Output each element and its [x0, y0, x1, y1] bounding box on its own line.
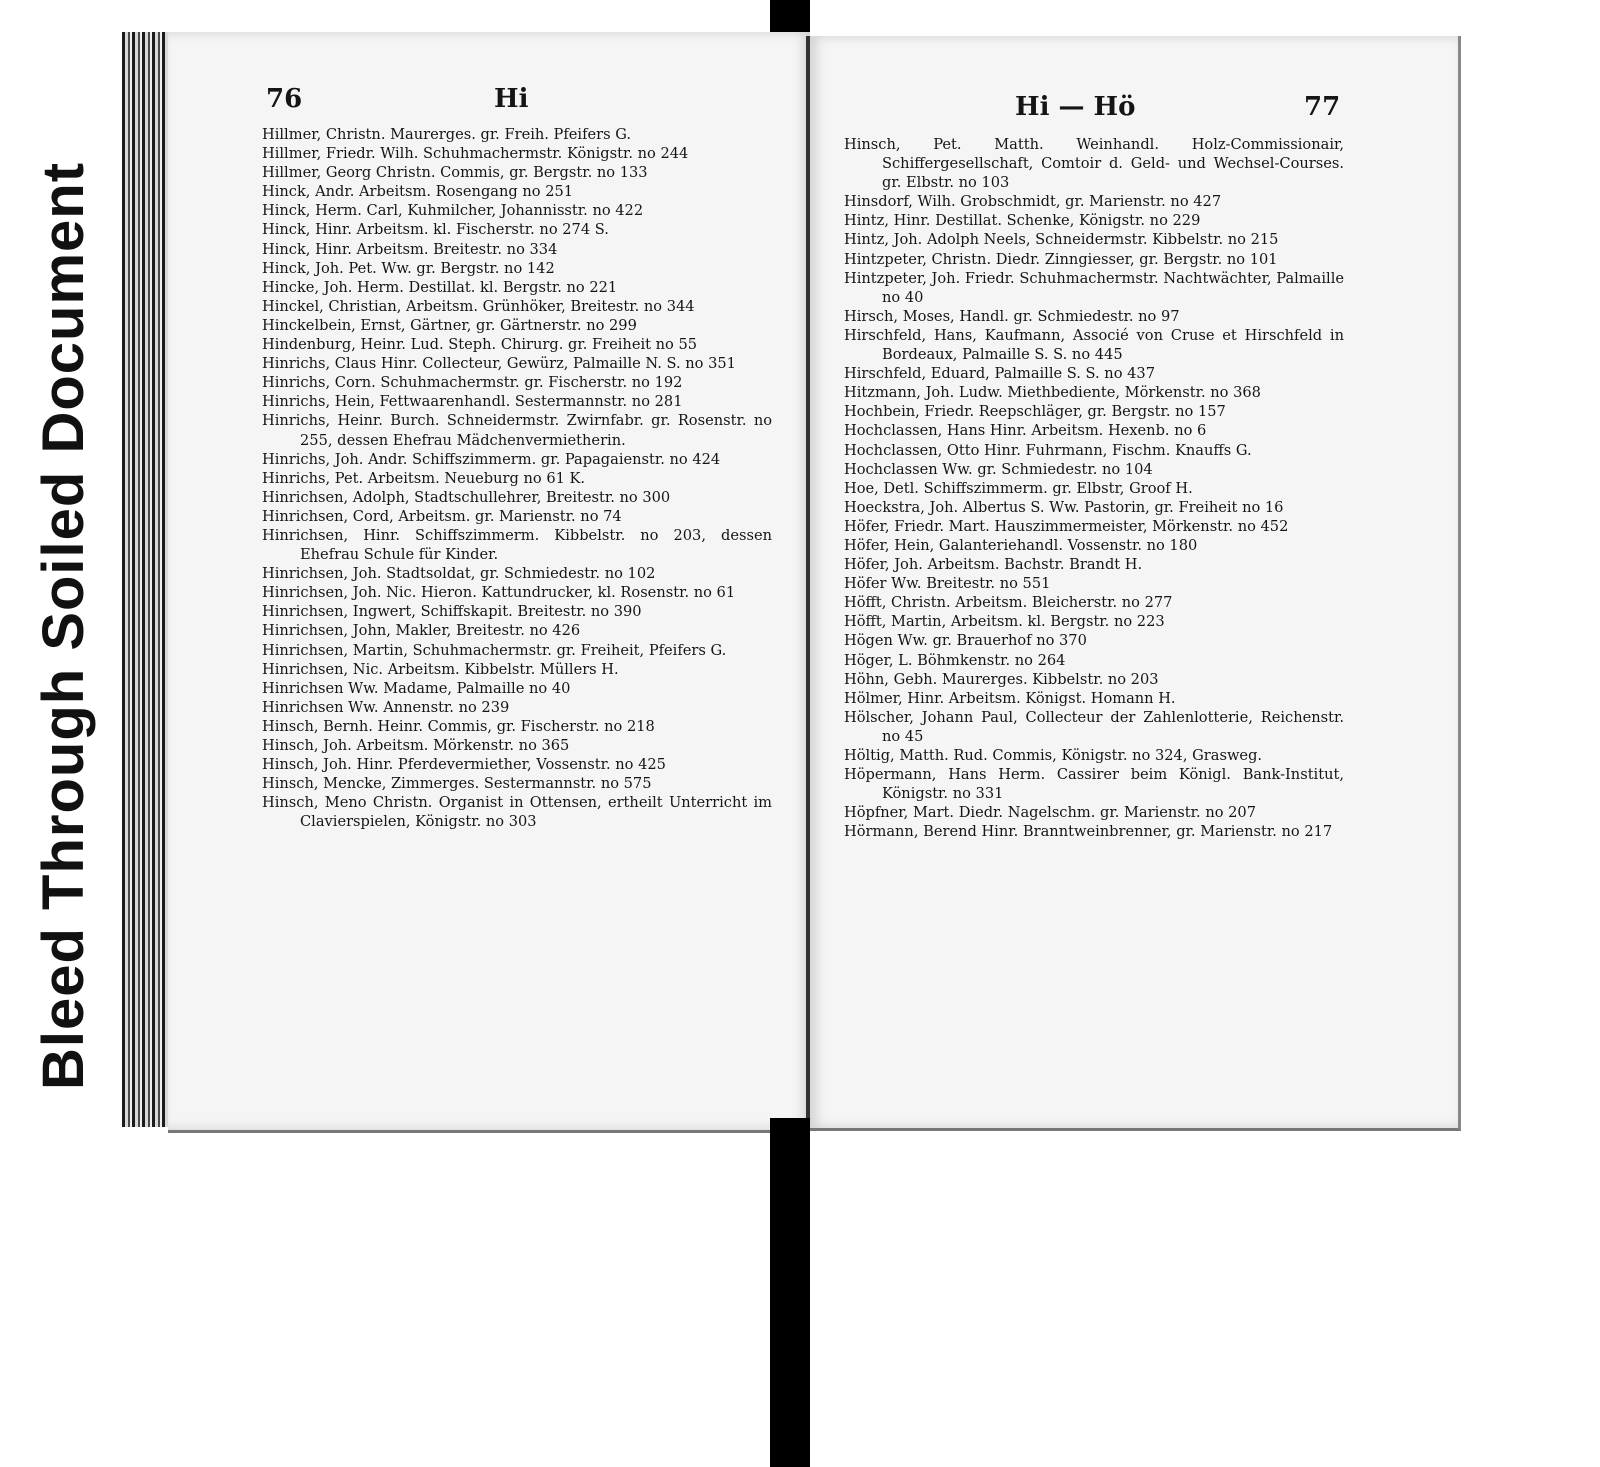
directory-entry: Höfer, Joh. Arbeitsm. Bachstr. Brandt H. [844, 556, 1143, 574]
right-page-number: 77 [1304, 92, 1341, 122]
directory-entry: Höfft, Christn. Arbeitsm. Bleicherstr. no 277 [844, 594, 1173, 612]
directory-entry: Hinck, Herm. Carl, Kuhmilcher, Johannisstr. no 422 [262, 202, 644, 220]
directory-entry: Hillmer, Christn. Maurerges. gr. Freih. Pfeifers G. [262, 126, 631, 143]
directory-entry: Hirschfeld, Hans, Kaufmann, Associé von Cruse et Hirschfeld in Bordeaux, Palmaille S. S. no 445 [844, 326, 1344, 364]
directory-entry: Hintz, Hinr. Destillat. Schenke, Königstr. no 229 [844, 212, 1201, 230]
directory-entry: Hölscher, Johann Paul, Collecteur der Zahlenlotterie, Reichenstr. no 45 [844, 708, 1344, 745]
directory-entry: Höfer Ww. Breitestr. no 551 [844, 575, 1051, 593]
directory-entry: Hillmer, Georg Christn. Commis, gr. Bergstr. no 133 [262, 164, 648, 182]
directory-entry: Hinrichsen, Hinr. Schiffszimmerm. Kibbelstr. no 203, dessen Ehefrau Schule für Kinder. [262, 526, 772, 564]
directory-entry: Hirschfeld, Eduard, Palmaille S. S. no 437 [844, 365, 1155, 383]
directory-entry: Hinck, Hinr. Arbeitsm. kl. Fischerstr. no 274 S. [262, 221, 609, 239]
directory-entry: Hinrichsen, Adolph, Stadtschullehrer, Breitestr. no 300 [262, 488, 671, 506]
directory-entry: Hölmer, Hinr. Arbeitsm. Königst. Homann H. [844, 689, 1176, 707]
directory-entry: Högen Ww. gr. Brauerhof no 370 [844, 632, 1087, 650]
directory-entry: Hinrichs, Claus Hinr. Collecteur, Gewürz, Palmaille N. S. no 351 [262, 355, 736, 373]
directory-entry: Hinrichs, Pet. Arbeitsm. Neueburg no 61 K. [262, 469, 586, 487]
directory-entry: Hinrichsen Ww. Annenstr. no 239 [262, 698, 510, 716]
directory-entry: Hinck, Andr. Arbeitsm. Rosengang no 251 [262, 183, 574, 201]
directory-entry: Hinrichsen, Nic. Arbeitsm. Kibbelstr. Müllers H. [262, 660, 619, 678]
directory-entry: Hinsch, Meno Christn. Organist in Ottensen, ertheilt Unterricht im Clavierspielen, Königstr. no 303 [262, 794, 772, 831]
directory-entry: Hinrichsen, Joh. Nic. Hieron. Kattundrucker, kl. Rosenstr. no 61 [262, 584, 736, 602]
directory-entry: Hoeckstra, Joh. Albertus S. Ww. Pastorin, gr. Freiheit no 16 [844, 498, 1284, 516]
book-page-edges [122, 32, 170, 1127]
directory-entry: Hochclassen Ww. gr. Schmiedestr. no 104 [844, 460, 1153, 478]
directory-entry: Hinsch, Pet. Matth. Weinhandl. Holz-Commissionair, Schiffergesellschaft, Comtoir d. Geld- und Wechsel-Courses. gr. Elbstr. no 103 [844, 136, 1344, 192]
directory-entry: Hinck, Hinr. Arbeitsm. Breitestr. no 334 [262, 240, 558, 258]
directory-entry: Hinrichsen, John, Makler, Breitestr. no 426 [262, 622, 581, 640]
directory-entry: Höpermann, Hans Herm. Cassirer beim Königl. Bank-Institut, Königstr. no 331 [844, 766, 1344, 803]
directory-entry: Hinsch, Joh. Arbeitsm. Mörkenstr. no 365 [262, 737, 570, 754]
directory-entry: Hörmann, Berend Hinr. Branntweinbrenner, gr. Marienstr. no 217 [844, 823, 1333, 841]
directory-entry: Höfer, Hein, Galanteriehandl. Vossenstr. no 180 [844, 536, 1198, 554]
right-page [810, 36, 1461, 1131]
directory-entry: Höger, L. Böhmkenstr. no 264 [844, 651, 1066, 669]
left-running-head: Hi [494, 84, 529, 114]
directory-entry: Hochclassen, Otto Hinr. Fuhrmann, Fischm. Knauffs G. [844, 441, 1252, 459]
directory-entry: Hintz, Joh. Adolph Neels, Schneidermstr. Kibbelstr. no 215 [844, 231, 1279, 249]
directory-entry: Hillmer, Friedr. Wilh. Schuhmachermstr. Königstr. no 244 [262, 145, 689, 163]
directory-entry: Hoe, Detl. Schiffszimmerm. gr. Elbstr, Groof H. [844, 479, 1193, 497]
directory-entry: Hinrichsen, Cord, Arbeitsm. gr. Marienstr. no 74 [262, 507, 622, 525]
right-running-head: Hi — Hö [1015, 92, 1136, 122]
directory-entry: Hochbein, Friedr. Reepschläger, gr. Bergstr. no 157 [844, 403, 1226, 421]
directory-entry: Hinckelbein, Ernst, Gärtner, gr. Gärtnerstr. no 299 [262, 316, 637, 334]
left-page [168, 32, 810, 1133]
scan-strip-bottom [770, 1118, 810, 1467]
directory-entry: Hinrichsen, Joh. Stadtsoldat, gr. Schmiedestr. no 102 [262, 565, 656, 583]
directory-entry: Hintzpeter, Joh. Friedr. Schuhmachermstr. Nachtwächter, Palmaille no 40 [844, 269, 1344, 306]
directory-entry: Hinrichs, Hein, Fettwaarenhandl. Sestermannstr. no 281 [262, 393, 683, 411]
directory-entry: Hirsch, Moses, Handl. gr. Schmiedestr. no 97 [844, 307, 1180, 325]
directory-entry: Hindenburg, Heinr. Lud. Steph. Chirurg. gr. Freiheit no 55 [262, 336, 698, 354]
right-entry-list [844, 135, 1344, 841]
directory-entry: Höfer, Friedr. Mart. Hauszimmermeister, Mörkenstr. no 452 [844, 517, 1289, 535]
directory-entry: Hinsch, Mencke, Zimmerges. Sestermannstr. no 575 [262, 775, 652, 793]
directory-entry: Hintzpeter, Christn. Diedr. Zinngiesser, gr. Bergstr. no 101 [844, 250, 1278, 268]
side-label: Bleed Through Soiled Document [31, 161, 96, 1090]
directory-entry: Hinrichs, Heinr. Burch. Schneidermstr. Zwirnfabr. gr. Rosenstr. no 255, dessen Ehefrau Mädchenvermietherin. [262, 412, 772, 449]
directory-entry: Hinsch, Joh. Hinr. Pferdevermiether, Vossenstr. no 425 [262, 756, 666, 774]
directory-entry: Hinrichsen, Ingwert, Schiffskapit. Breitestr. no 390 [262, 603, 642, 621]
left-page-number: 76 [266, 84, 303, 114]
directory-entry: Höhn, Gebh. Maurerges. Kibbelstr. no 203 [844, 670, 1159, 688]
directory-entry: Hinrichs, Joh. Andr. Schiffszimmerm. gr. Papagaienstr. no 424 [262, 450, 721, 468]
directory-entry: Hochclassen, Hans Hinr. Arbeitsm. Hexenb. no 6 [844, 422, 1207, 440]
directory-entry: Hinrichsen Ww. Madame, Palmaille no 40 [262, 679, 571, 697]
directory-entry: Hinsdorf, Wilh. Grobschmidt, gr. Marienstr. no 427 [844, 193, 1222, 211]
left-entry-list [262, 125, 772, 831]
directory-entry: Hitzmann, Joh. Ludw. Miethbediente, Mörkenstr. no 368 [844, 384, 1261, 402]
directory-entry: Hincke, Joh. Herm. Destillat. kl. Bergstr. no 221 [262, 278, 618, 296]
directory-entry: Hinckel, Christian, Arbeitsm. Grünhöker, Breitestr. no 344 [262, 297, 695, 315]
directory-entry: Höfft, Martin, Arbeitsm. kl. Bergstr. no 223 [844, 613, 1165, 631]
directory-entry: Hinck, Joh. Pet. Ww. gr. Bergstr. no 142 [262, 259, 555, 277]
directory-entry: Hinsch, Bernh. Heinr. Commis, gr. Fischerstr. no 218 [262, 717, 655, 735]
directory-entry: Höpfner, Mart. Diedr. Nagelschm. gr. Marienstr. no 207 [844, 804, 1256, 822]
directory-entry: Höltig, Matth. Rud. Commis, Königstr. no 324, Grasweg. [844, 747, 1263, 764]
directory-entry: Hinrichs, Corn. Schuhmachermstr. gr. Fischerstr. no 192 [262, 374, 683, 392]
directory-entry: Hinrichsen, Martin, Schuhmachermstr. gr. Freiheit, Pfeifers G. [262, 641, 727, 659]
